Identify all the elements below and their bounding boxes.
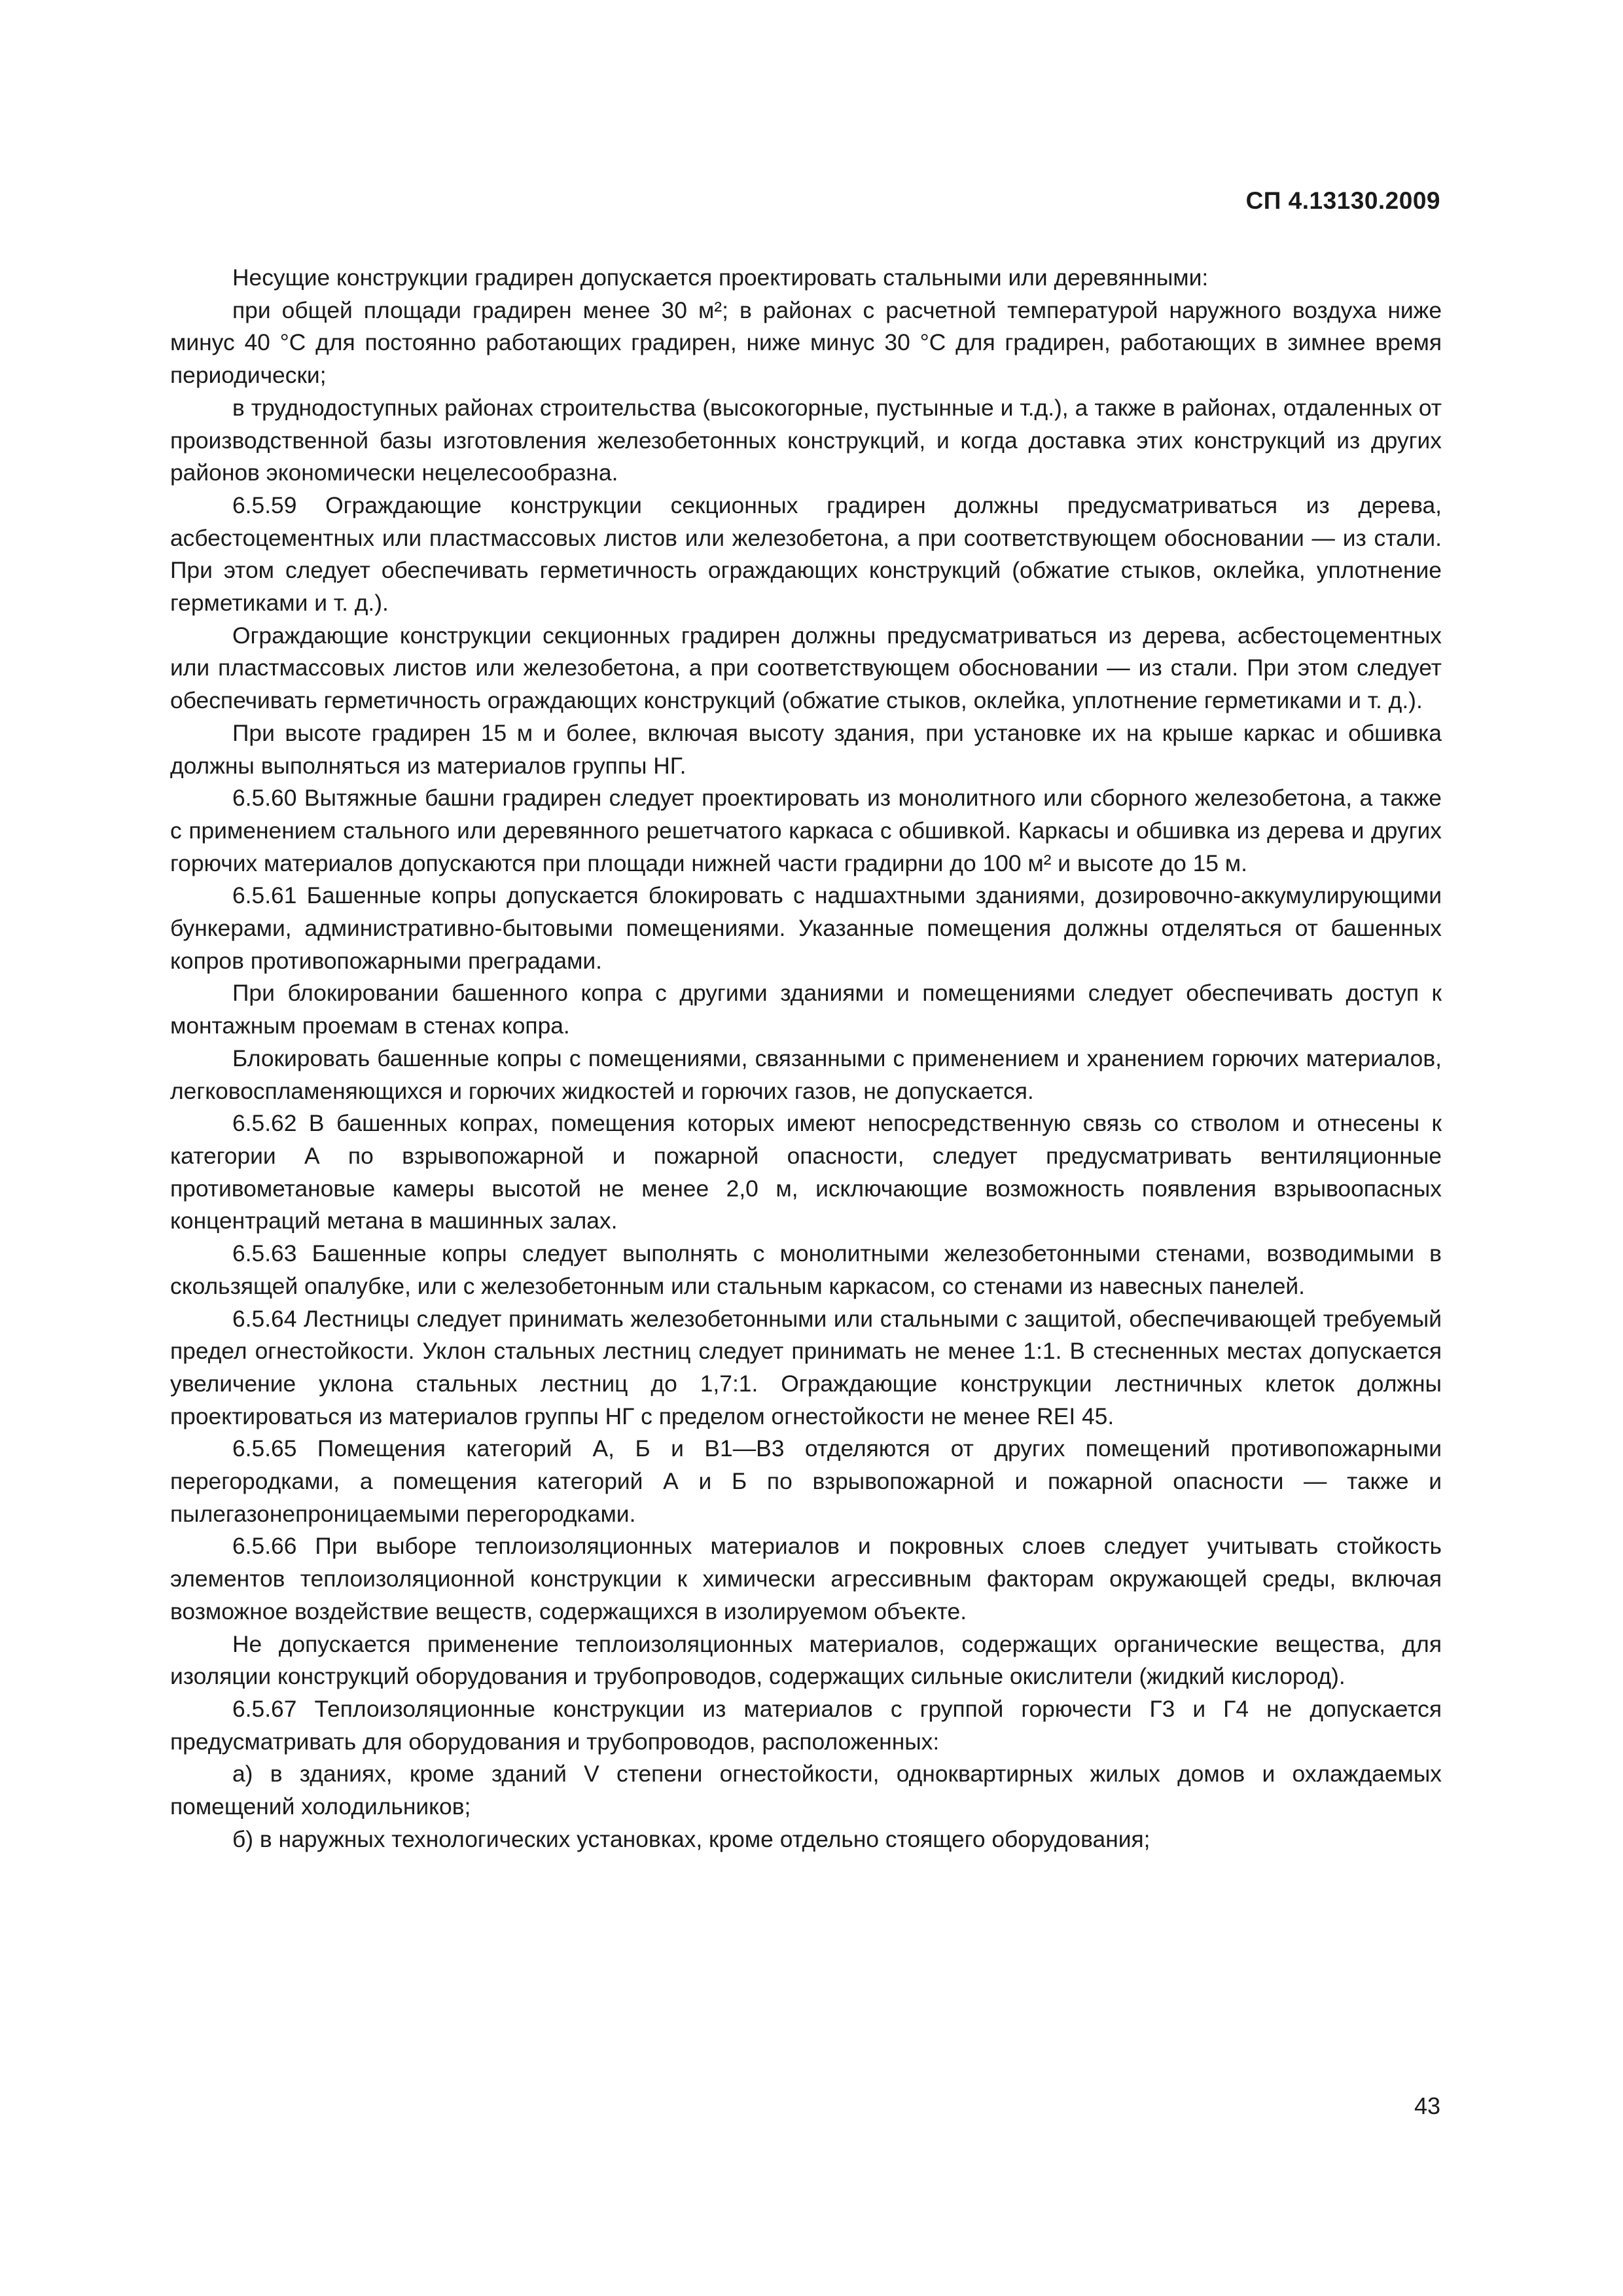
body-text <box>170 262 1442 1856</box>
paragraph-6-5-67: 6.5.67 Теплоизоляционные конструкции из материалов с группой горючести Г3 и Г4 не допускается предусматривать для оборудования и трубопроводов, расположенных: <box>170 1695 1442 1755</box>
paragraph: При высоте градирен 15 м и более, включая высоту здания, при установке их на крыше каркас и обшивка должны выполняться из материалов группы НГ. <box>170 719 1442 779</box>
paragraph-6-5-61: 6.5.61 Башенные копры допускается блокировать с надшахтными зданиями, дозировочно-аккумулирующими бункерами, административно-бытовыми помещениями. Указанные помещения должны отделяться от башенных копров противопожарными преградами. <box>170 882 1442 974</box>
paragraph: При блокировании башенного копра с другими зданиями и помещениями следует обеспечивать доступ к монтажным проемам в стенах копра. <box>170 980 1442 1039</box>
paragraph: Ограждающие конструкции секционных градирен должны предусматриваться из дерева, асбестоцементных или пластмассовых листов или железобетона, а при соответствующем обосновании — из стали. При этом следует обеспечивать герметичность ограждающих конструкций (обжатие стыков, оклейка, уплотнение герметиками и т. д.). <box>170 622 1442 714</box>
paragraph: Не допускается применение теплоизоляционных материалов, содержащих органические вещества, для изоляции конструкций оборудования и трубопроводов, содержащих сильные окислители (жидкий кислород). <box>170 1630 1442 1690</box>
list-item-b: б) в наружных технологических установках, кроме отдельно стоящего оборудования; <box>232 1825 1150 1852</box>
document-code: СП 4.13130.2009 <box>1245 187 1440 214</box>
paragraph: при общей площади градирен менее 30 м²; в районах с расчетной температурой наружного воздуха ниже минус 40 °С для постоянно работающих градирен, ниже минус 30 °С для градирен, работающих в зимнее время периодически; <box>170 296 1442 389</box>
paragraph-6-5-64: 6.5.64 Лестницы следует принимать железобетонными или стальными с защитой, обеспечивающей требуемый предел огнестойкости. Уклон стальных лестниц следует принимать не менее 1:1. В стесненных местах допускается увеличение уклона стальных лестниц до 1,7:1. Ограждающие конструкции лестничных клеток должны проектироваться из материалов группы НГ с пределом огнестойкости не менее REI 45. <box>170 1305 1442 1429</box>
paragraph-6-5-60: 6.5.60 Вытяжные башни градирен следует проектировать из монолитного или сборного железобетона, а также с применением стального или деревянного решетчатого каркаса с обшивкой. Каркасы и обшивка из дерева и других горючих материалов допускаются при площади нижней части градирни до 100 м² и высоте до 15 м. <box>170 785 1442 876</box>
paragraph-6-5-59: 6.5.59 Ограждающие конструкции секционных градирен должны предусматриваться из дерева, асбестоцементных или пластмассовых листов или железобетона, а при соответствующем обосновании — из стали. При этом следует обеспечивать герметичность ограждающих конструкций (обжатие стыков, оклейка, уплотнение герметиками и т. д.). <box>170 492 1442 617</box>
page-number: 43 <box>1414 2092 1440 2119</box>
paragraph-6-5-65: 6.5.65 Помещения категорий А, Б и В1—В3 отделяются от других помещений противопожарными перегородками, а помещения категорий А и Б по взрывопожарной и пожарной опасности — также и пылегазонепроницаемыми перегородками. <box>170 1435 1442 1527</box>
paragraph: Блокировать башенные копры с помещениями, связанными с применением и хранением горючих материалов, легковоспламеняющихся и горючих жидкостей и горючих газов, не допускается. <box>170 1045 1442 1104</box>
paragraph-6-5-63: 6.5.63 Башенные копры следует выполнять с монолитными железобетонными стенами, возводимыми в скользящей опалубке, или с железобетонным или стальным каркасом, со стенами из навесных панелей. <box>170 1240 1442 1299</box>
paragraph-6-5-62: 6.5.62 В башенных копрах, помещения которых имеют непосредственную связь со стволом и отнесены к категории А по взрывопожарной и пожарной опасности, следует предусматривать вентиляционные противометановые камеры высотой не менее 2,0 м, исключающие возможность появления взрывоопасных концентраций метана в машинных залах. <box>170 1110 1442 1234</box>
paragraph: Несущие конструкции градирен допускается проектировать стальными или деревянными: <box>232 264 1209 291</box>
list-item-a: а) в зданиях, кроме зданий V степени огнестойкости, одноквартирных жилых домов и охлаждаемых помещений холодильников; <box>170 1761 1442 1820</box>
paragraph-6-5-66: 6.5.66 При выборе теплоизоляционных материалов и покровных слоев следует учитывать стойкость элементов теплоизоляционной конструкции к химически агрессивным факторам окружающей среды, включая возможное воздействие веществ, содержащихся в изолируемом объекте. <box>170 1533 1442 1624</box>
paragraph: в труднодоступных районах строительства (высокогорные, пустынные и т.д.), а также в районах, отдаленных от производственной базы изготовления железобетонных конструкций, и когда доставка этих конструкций из других районов экономически нецелесообразна. <box>170 394 1442 486</box>
